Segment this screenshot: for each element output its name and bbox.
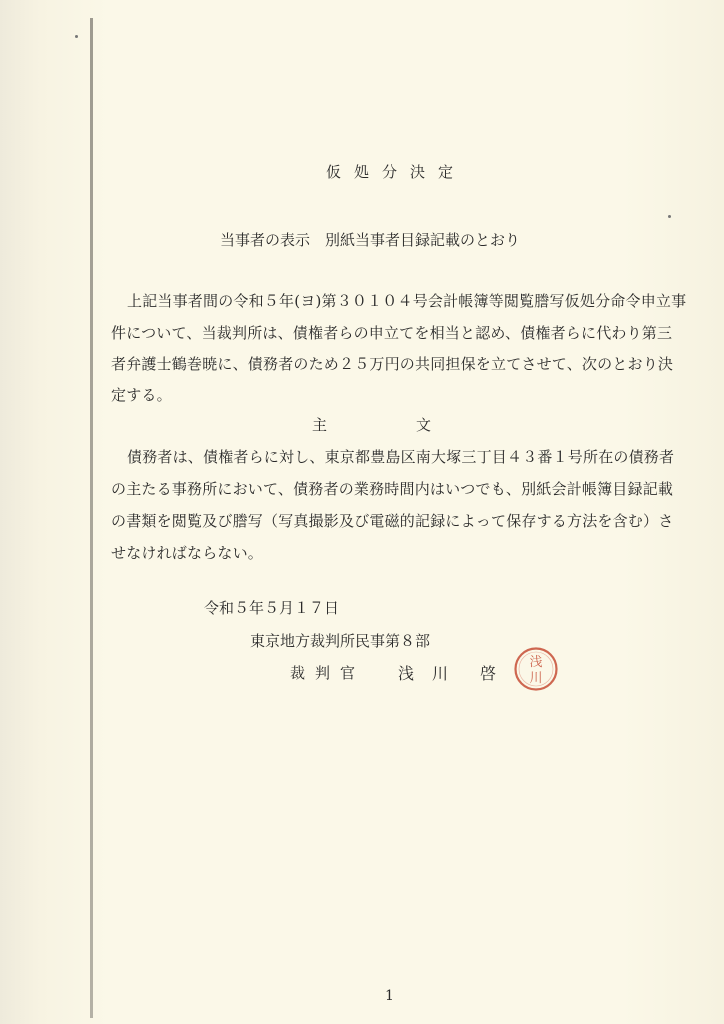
intro-line: 者弁護士鶴巻暁に、債務者のため２５万円の共同担保を立てさせて、次のとおり決	[111, 355, 674, 373]
intro-line: 上記当事者間の令和５年(ヨ)第３０１０４号会計帳簿等閲覧謄写仮処分命令申立事	[127, 292, 687, 310]
judge-given-name: 啓	[480, 664, 497, 683]
binding-edge	[90, 18, 93, 1018]
parties-line: 当事者の表示 別紙当事者目録記載のとおり	[220, 231, 521, 249]
judge-title: 裁判官	[290, 664, 366, 682]
court-name: 東京地方裁判所民事第８部	[250, 632, 431, 650]
judge-seal	[513, 646, 559, 692]
decision-date: 令和５年５月１７日	[204, 599, 340, 617]
order-line: せなければならない。	[111, 544, 264, 562]
order-line: の書類を閲覧及び謄写（写真撮影及び電磁的記録によって保存する方法を含む）さ	[111, 512, 674, 530]
paper-speck	[75, 35, 78, 38]
page-number: 1	[385, 988, 394, 1004]
main-heading-left: 主	[312, 416, 328, 434]
judge-family-name: 浅川	[398, 664, 467, 683]
intro-line: 件について、当裁判所は、債権者らの申立てを相当と認め、債権者らに代わり第三	[111, 324, 673, 342]
order-line: の主たる事務所において、債務者の業務時間内はいつでも、別紙会計帳簿目録記載	[111, 480, 674, 498]
paper-speck	[668, 215, 671, 218]
svg-text:川: 川	[529, 671, 543, 686]
intro-line: 定する。	[111, 386, 172, 404]
main-heading-right: 文	[416, 416, 432, 434]
svg-text:浅: 浅	[529, 655, 543, 670]
order-line: 債務者は、債権者らに対し、東京都豊島区南大塚三丁目４３番１号所在の債務者	[127, 448, 675, 466]
document-title: 仮処分決定	[326, 163, 467, 181]
